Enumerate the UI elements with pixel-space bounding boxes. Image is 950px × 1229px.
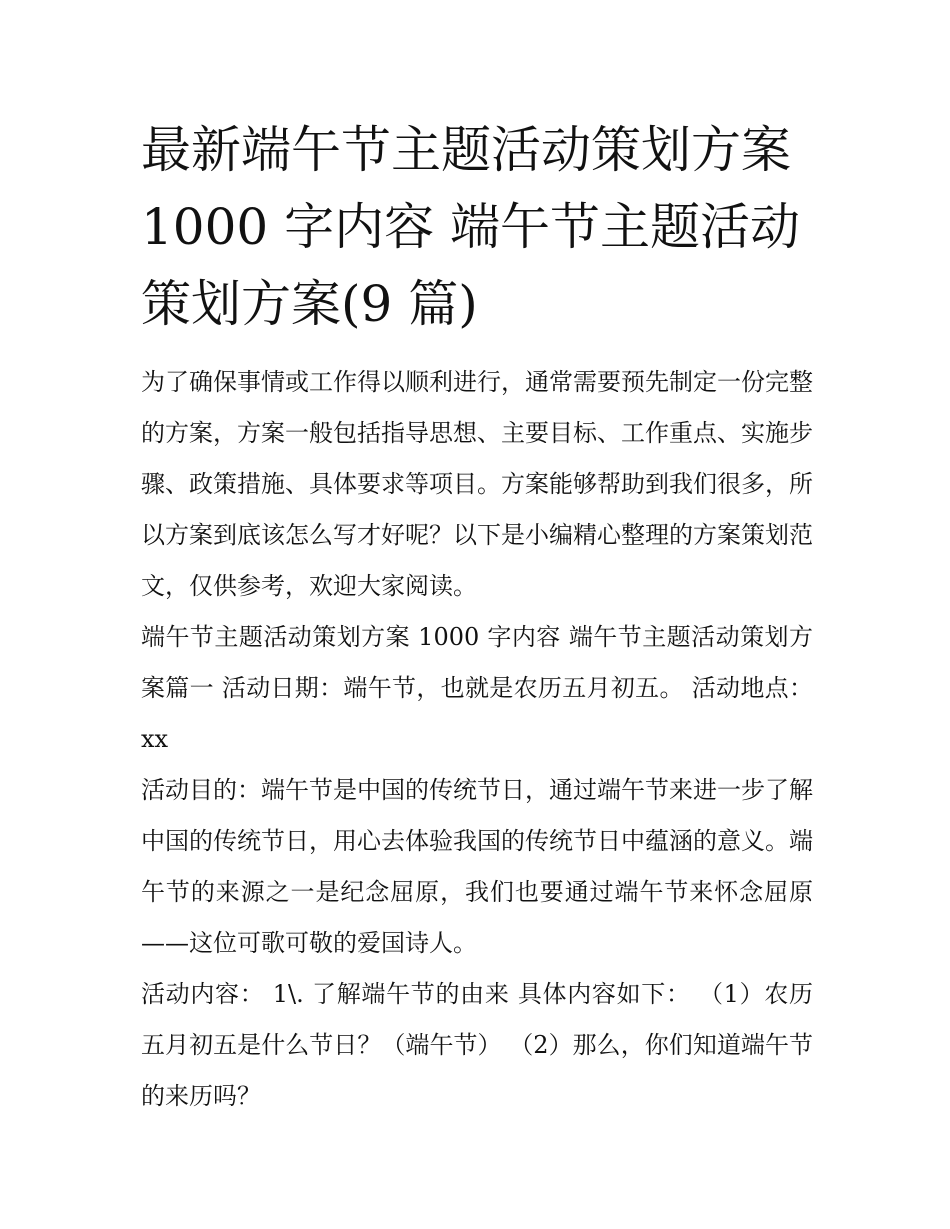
activity-date-paragraph: 端午节主题活动策划方案 1000 字内容 端午节主题活动策划方案篇一 活动日期：端午节，也就是农历五月初五。 活动地点：xx — [141, 623, 813, 753]
intro-paragraph: 为了确保事情或工作得以顺利进行，通常需要预先制定一份完整的方案，方案一般包括指导思想、主要目标、工作重点、实施步骤、政策措施、具体要求等项目。方案能够帮助到我们很多，所以方案到底该怎么写才好呢？以下是小编精心整理的方案策划范文，仅供参考，欢迎大家阅读。 — [141, 368, 813, 600]
activity-content-paragraph: 活动内容： 1\. 了解端午节的由来 具体内容如下： （1）农历五月初五是什么节日？（端午节） （2）那么，你们知道端午节的来历吗？ — [141, 980, 813, 1110]
document-body — [141, 357, 813, 1122]
document-page — [141, 112, 813, 1122]
activity-purpose-paragraph: 活动目的：端午节是中国的传统节日，通过端午节来进一步了解中国的传统节日，用心去体验我国的传统节日中蕴涵的意义。端午节的来源之一是纪念屈原，我们也要通过端午节来怀念屈原——这位可歌可敬的爱国诗人。 — [141, 776, 813, 957]
document-title: 最新端午节主题活动策划方案 1000 字内容 端午节主题活动策划方案(9 篇) — [141, 121, 801, 333]
